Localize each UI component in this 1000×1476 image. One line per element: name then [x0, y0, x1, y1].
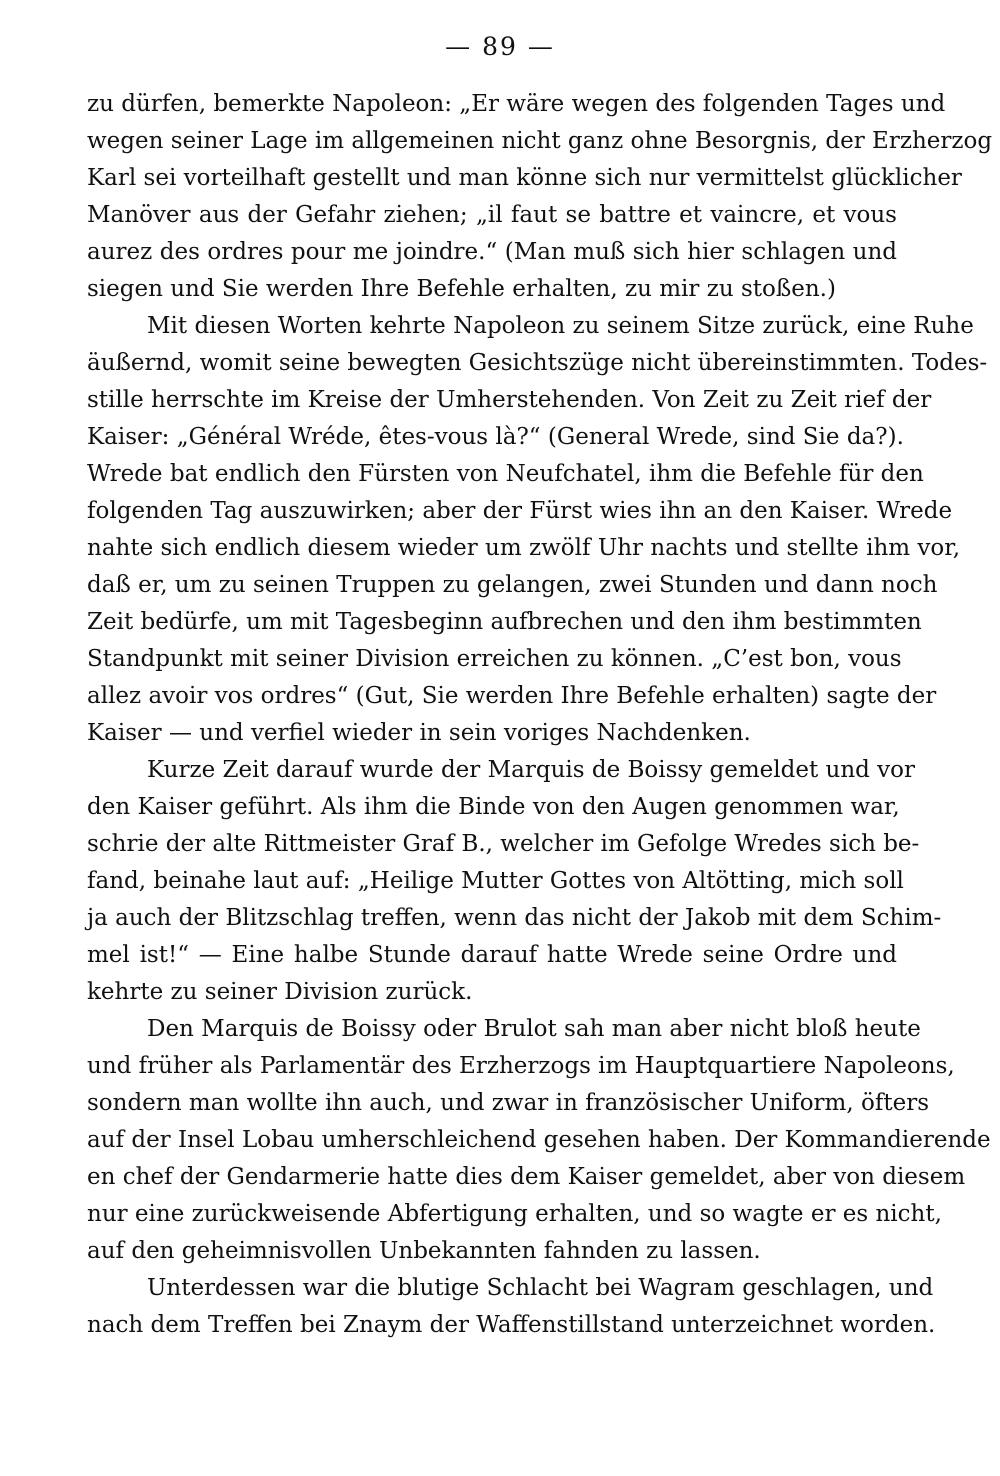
- text-line-15: Zeit bedürfe, um mit Tagesbeginn aufbrechen und den ihm bestimmten: [87, 609, 922, 635]
- text-line-19: Kurze Zeit darauf wurde der Marquis de Boissy gemeldet und vor: [147, 757, 916, 783]
- text-line-22: fand, beinahe laut auf: „Heilige Mutter Gottes von Altötting, mich soll: [87, 868, 904, 894]
- text-line-7: Mit diesen Worten kehrte Napoleon zu seinem Sitze zurück, eine Ruhe: [147, 313, 974, 339]
- text-line-28: sondern man wollte ihn auch, und zwar in französischer Uniform, öfters: [87, 1090, 929, 1116]
- text-line-34: nach dem Treffen bei Znaym der Waffenstillstand unterzeichnet worden.: [87, 1312, 936, 1338]
- text-line-17: allez avoir vos ordres“ (Gut, Sie werden Ihre Befehle erhalten) sagte der: [87, 683, 937, 709]
- text-line-5: aurez des ordres pour me joindre.“ (Man muß sich hier schlagen und: [87, 239, 897, 265]
- text-line-29: auf der Insel Lobau umherschleichend gesehen haben. Der Kommandierende: [87, 1127, 991, 1153]
- text-line-13: nahte sich endlich diesem wieder um zwölf Uhr nachts und stellte ihm vor,: [87, 535, 961, 561]
- text-line-16: Standpunkt mit seiner Division erreichen zu können. „C’est bon, vous: [87, 646, 902, 672]
- text-line-31: nur eine zurückweisende Abfertigung erhalten, und so wagte er es nicht,: [87, 1201, 942, 1227]
- text-line-10: Kaiser: „Général Wréde, êtes-vous là?“ (General Wrede, sind Sie da?).: [87, 424, 904, 450]
- text-line-33: Unterdessen war die blutige Schlacht bei Wagram geschlagen, und: [147, 1275, 934, 1301]
- text-line-1: zu dürfen, bemerkte Napoleon: „Er wäre wegen des folgenden Tages und: [87, 91, 946, 117]
- text-line-24: mel ist!“ — Eine halbe Stunde darauf hatte Wrede seine Ordre und: [87, 942, 897, 968]
- page-number: — 89 —: [445, 32, 555, 61]
- text-line-30: en chef der Gendarmerie hatte dies dem Kaiser gemeldet, aber von diesem: [87, 1164, 966, 1190]
- text-line-32: auf den geheimnisvollen Unbekannten fahnden zu lassen.: [87, 1238, 761, 1264]
- text-line-6: siegen und Sie werden Ihre Befehle erhalten, zu mir zu stoßen.): [87, 276, 836, 302]
- text-line-25: kehrte zu seiner Division zurück.: [87, 979, 473, 1005]
- text-line-26: Den Marquis de Boissy oder Brulot sah man aber nicht bloß heute: [147, 1016, 921, 1042]
- text-line-27: und früher als Parlamentär des Erzherzogs im Hauptquartiere Napoleons,: [87, 1053, 955, 1079]
- text-line-8: äußernd, womit seine bewegten Gesichtszüge nicht übereinstimmten. Todes-: [87, 350, 988, 376]
- text-line-14: daß er, um zu seinen Truppen zu gelangen, zwei Stunden und dann noch: [87, 572, 938, 598]
- text-line-2: wegen seiner Lage im allgemeinen nicht ganz ohne Besorgnis, der Erzherzog: [87, 128, 993, 154]
- text-line-23: ja auch der Blitzschlag treffen, wenn das nicht der Jakob mit dem Schim-: [87, 905, 942, 931]
- text-line-9: stille herrschte im Kreise der Umherstehenden. Von Zeit zu Zeit rief der: [87, 387, 932, 413]
- text-line-21: schrie der alte Rittmeister Graf B., welcher im Gefolge Wredes sich be-: [87, 831, 920, 857]
- text-line-3: Karl sei vorteilhaft gestellt und man könne sich nur vermittelst glücklicher: [87, 165, 962, 191]
- body-text: [87, 86, 993, 1344]
- text-line-11: Wrede bat endlich den Fürsten von Neufchatel, ihm die Befehle für den: [87, 461, 924, 487]
- text-line-4: Manöver aus der Gefahr ziehen; „il faut se battre et vaincre, et vous: [87, 202, 897, 228]
- text-line-18: Kaiser — und verfiel wieder in sein voriges Nachdenken.: [87, 720, 751, 746]
- text-line-20: den Kaiser geführt. Als ihm die Binde von den Augen genommen war,: [87, 794, 900, 820]
- text-line-12: folgenden Tag auszuwirken; aber der Fürst wies ihn an den Kaiser. Wrede: [87, 498, 953, 524]
